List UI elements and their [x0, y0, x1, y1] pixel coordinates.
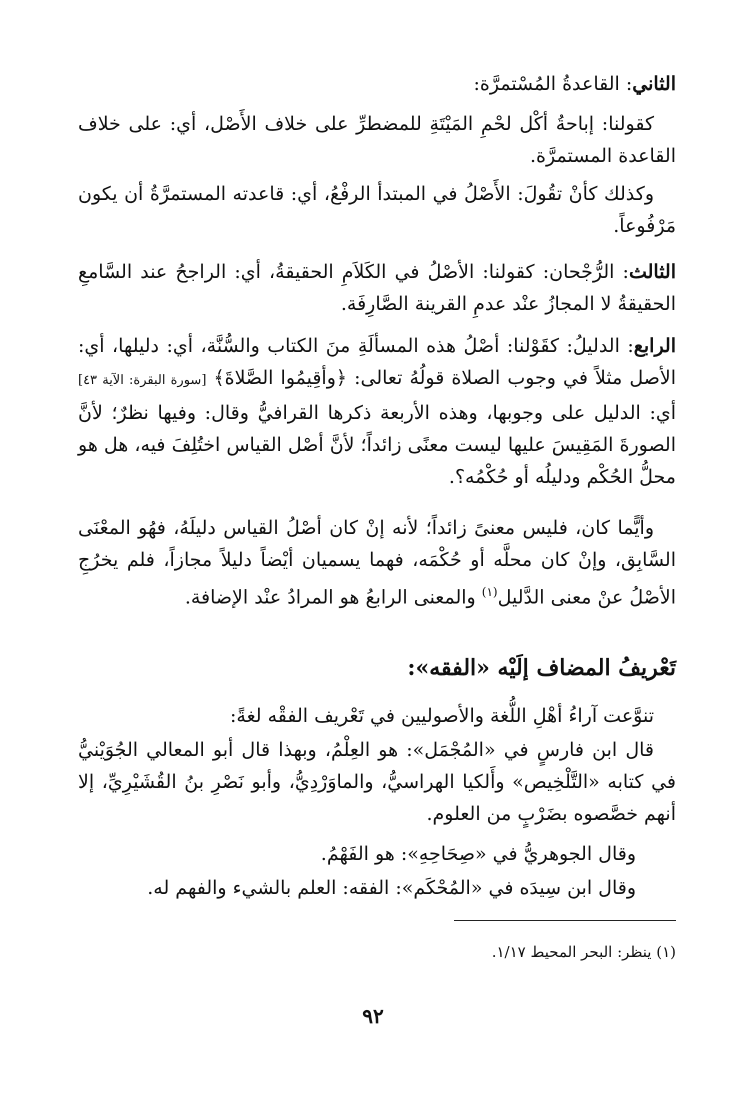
paragraph-fourth-meaning: الرابع: الدليلُ: كقَوْلنا: أصْلُ هذه المسألَةِ منَ الكتاب والسُّنَّة، أي: دليلها، أي: الأصل مثلاً في وجوب الصلاة قولُهُ تعالى: ﴿وأقِيمُوا الصَّلاةَ﴾ [سورة البقرة: الآية ٤٣] أي: الدليل على وجوبها، وهذه الأربعة ذكرها القرافيُّ وقال: وفيها نظرٌ؛ لأنَّ الصورةَ المَقِيسَ عليها ليست معنًى زائداً؛ لأنَّ أصْل القياس اختُلِفَ فيه، هل هو محلُّ الحُكْم ودليلُه أو حُكْمُه؟. — [78, 335, 676, 488]
paragraph-example-mubtada: وكذلك كأنْ تقُولَ: الأَصْلُ في المبتدأ الرفْعُ، أي: قاعدته المستمرَّةُ أن يكون مَرْفُوعاً. — [78, 183, 676, 237]
page-number: ٩٢ — [362, 1004, 384, 1028]
footnote-separator — [454, 920, 676, 921]
footnote: (١) ينظر: البحر المحيط ١/١٧. — [491, 943, 676, 961]
paragraph-third-meaning: الثالث: الرُّجْحان: كقولنا: الأصْلُ في الكَلاَمِ الحقيقةُ، أي: الراجحُ عند السَّامعِ الحقيقةُ لا المجازُ عنْد عدمِ القرينة الصَّارِفَة. — [78, 261, 676, 315]
footnote-mark: (١) — [481, 585, 498, 599]
paragraph-label: الثاني — [632, 73, 676, 95]
paragraph-label: الرابع — [633, 335, 676, 357]
quran-reference: [سورة البقرة: الآية ٤٣] — [78, 373, 207, 388]
paragraph-example-maytah: كقولنا: إباحةُ أكْل لحْمِ المَيْتَةِ للمضطرِّ على خلاف الأَصْل، أي: على خلاف القاعدة المستمرَّة. — [78, 113, 676, 167]
paragraph-ibn-sidah: وقال ابن سِيدَه في «المُحْكَم»: الفقه: العلم بالشيء والفهم له. — [147, 877, 636, 899]
paragraph-conclusion: وأيًّما كان، فليس معنىً زائداً؛ لأنه إنْ كان أصْلُ القياس دليلَهُ، فهُو المعْنَى السَّابِق، وإنْ كان محلَّه أو حُكْمَه، فهما يسميان أيْضاً دليلاً مجازاً، فلم يخرُجِ الأصْلُ عنْ معنى الدَّليل$^{(١)}$ والمعنى الرابعُ هو المرادُ عنْد الإضافة. — [78, 517, 676, 609]
paragraph-second-meaning: الثاني: القاعدةُ المُسْتمرَّة: — [473, 73, 676, 95]
paragraph-ibn-faris: قال ابن فارسٍ في «المُجْمَل»: هو العِلْمُ، وبهذا قال أبو المعالي الجُوَيْنيُّ في كتابه «التَّلْخِيص» وأَلكيا الهراسيُّ، والماوَرْدِيُّ، وأبو نَصْرِ بنُ القُشَيْرِيِّ، إلا أنهم خصَّصوه بضَرْبٍ من العلوم. — [78, 739, 676, 825]
section-heading: تَعْريفُ المضاف إلَيْه «الفقه»: — [407, 655, 676, 681]
paragraph-jawhari: وقال الجوهريُّ في «صِحَاحِهِ»: هو الفَهْمُ. — [320, 843, 636, 865]
paragraph-label: الثالث — [628, 261, 676, 283]
paragraph-intro-fiqh: تنوَّعت آراءُ أهْلِ اللُّغة والأصوليين في تَعْريف الفقْه لغةً: — [229, 705, 654, 727]
